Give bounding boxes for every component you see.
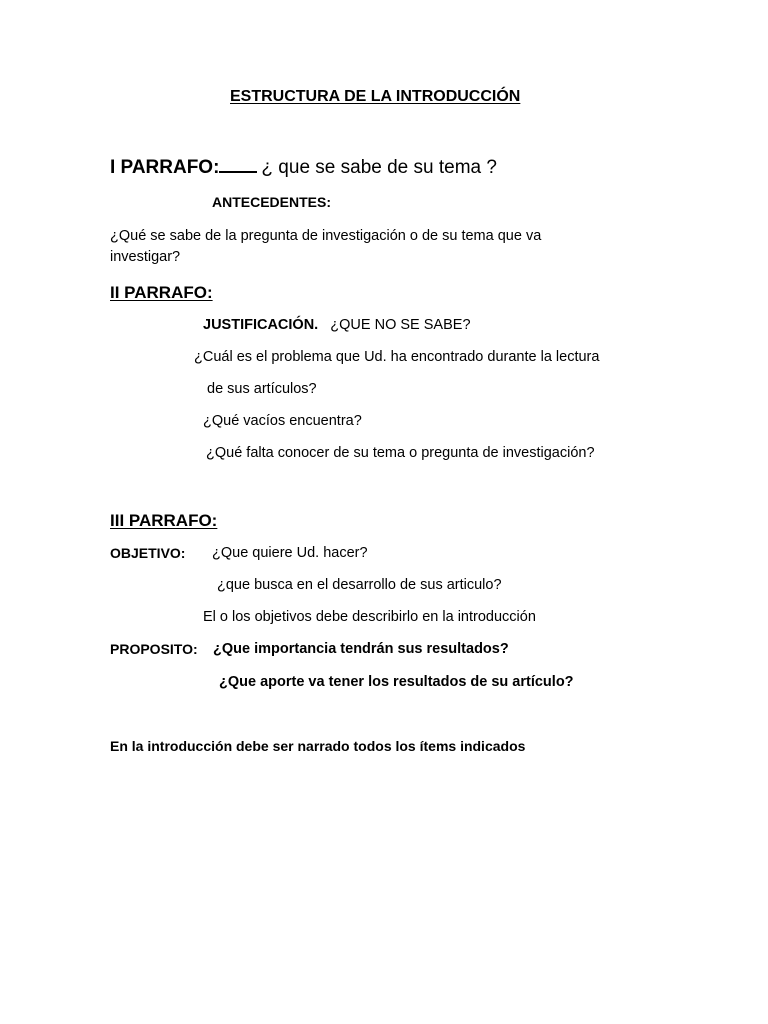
justificacion-line: [203, 318, 471, 333]
justificacion-label: JUSTIFICACIÓN.: [203, 317, 319, 333]
antecedentes-label: ANTECEDENTES:: [212, 194, 332, 210]
justificacion-question: ¿QUE NO SE SABE?: [330, 317, 471, 333]
unknown-question: ¿Qué falta conocer de su tema o pregunta de investigación?: [206, 445, 595, 461]
section-2-heading: II PARRAFO:: [110, 283, 213, 302]
section-1-label: I PARRAFO:: [110, 157, 220, 178]
section-1-question: ¿ que se sabe de su tema ?: [261, 157, 497, 178]
proposito-question1: ¿Que importancia tendrán sus resultados?: [213, 641, 509, 657]
section-1-heading: [110, 158, 497, 177]
closing-note: En la introducción debe ser narrado todos los ítems indicados: [110, 738, 526, 754]
section-3-heading: III PARRAFO:: [110, 511, 218, 530]
objetivo-question2: ¿que busca en el desarrollo de sus articulo?: [217, 577, 502, 593]
gaps-question: ¿Qué vacíos encuentra?: [203, 413, 362, 429]
problem-line2: de sus artículos?: [207, 381, 317, 397]
proposito-question2: ¿Que aporte va tener los resultados de su artículo?: [219, 674, 574, 690]
antecedentes-text-line1: ¿Qué se sabe de la pregunta de investigación o de su tema que va: [110, 228, 542, 244]
objetivo-question1: ¿Que quiere Ud. hacer?: [212, 545, 368, 561]
antecedentes-text-line2: investigar?: [110, 249, 181, 265]
objetivo-label: OBJETIVO:: [110, 545, 186, 561]
problem-line1: ¿Cuál es el problema que Ud. ha encontrado durante la lectura: [194, 349, 600, 365]
proposito-label: PROPOSITO:: [110, 641, 198, 657]
document-title: ESTRUCTURA DE LA INTRODUCCIÓN: [230, 88, 521, 105]
underline-blank: [219, 170, 257, 173]
objetivo-note: El o los objetivos debe describirlo en la introducción: [203, 609, 536, 625]
